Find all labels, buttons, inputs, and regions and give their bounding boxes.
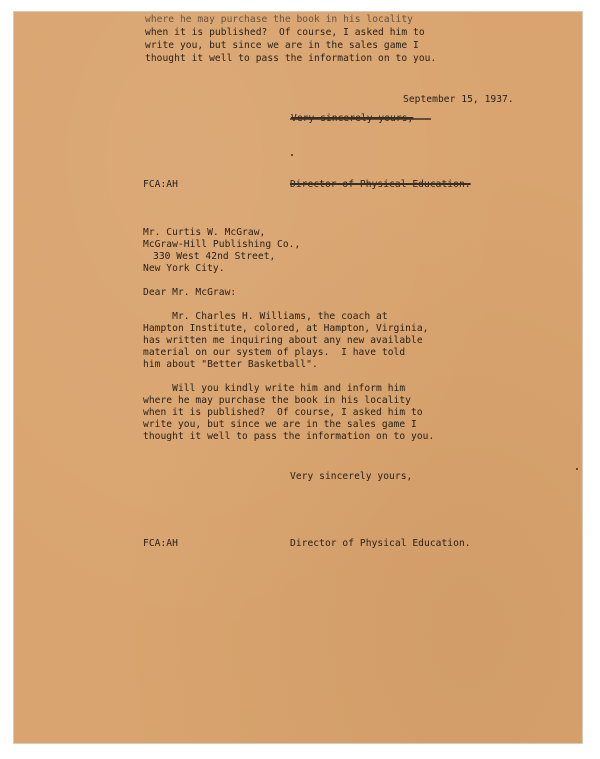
strike-scribble	[290, 118, 431, 120]
paragraph2-line-3: when it is published? Of course, I asked him to	[143, 407, 423, 418]
paragraph1-line-5: him about "Better Basketball".	[143, 359, 318, 370]
recipient-line-2: McGraw-Hill Publishing Co.,	[143, 239, 301, 250]
paragraph1-line-4: material on our system of plays. I have told	[143, 347, 406, 358]
top-initials: FCA:AH	[143, 179, 178, 190]
paragraph1-line-2: Hampton Institute, colored, at Hampton, Virginia,	[143, 323, 429, 334]
recipient-line-4: New York City.	[143, 263, 225, 274]
top-carbon-line-4: thought it well to pass the information on to you.	[145, 53, 437, 64]
signature-title: Director of Physical Education.	[290, 538, 471, 549]
bottom-initials: FCA:AH	[143, 538, 178, 549]
top-carbon-line-2: when it is published? Of course, I asked him to	[145, 27, 425, 38]
salutation: Dear Mr. McGraw:	[143, 287, 237, 298]
paragraph2-line-2: where he may purchase the book in his locality	[143, 395, 411, 406]
recipient-line-3: 330 West 42nd Street,	[153, 251, 276, 262]
paragraph2-line-4: write you, but since we are in the sales game I	[143, 419, 417, 430]
paragraph2-line-5: thought it well to pass the information on to you.	[143, 431, 435, 442]
top-closing-struck: Very sincerely yours,	[291, 113, 414, 124]
letter-date: September 15, 1937.	[403, 94, 514, 105]
paragraph2-line-1: Will you kindly write him and inform him	[143, 383, 406, 394]
top-carbon-line-3: write you, but since we are in the sales game I	[145, 40, 419, 51]
ink-speck	[576, 468, 578, 470]
top-carbon-line-1: where he may purchase the book in his locality	[145, 14, 413, 25]
paragraph1-line-1: Mr. Charles H. Williams, the coach at	[143, 311, 388, 322]
paragraph1-line-3: has written me inquiring about any new available	[143, 335, 423, 346]
recipient-line-1: Mr. Curtis W. McGraw,	[143, 227, 266, 238]
closing: Very sincerely yours,	[290, 471, 413, 482]
top-signature-title-struck: Director of Physical Education.	[290, 179, 471, 190]
ink-speck	[291, 154, 293, 156]
